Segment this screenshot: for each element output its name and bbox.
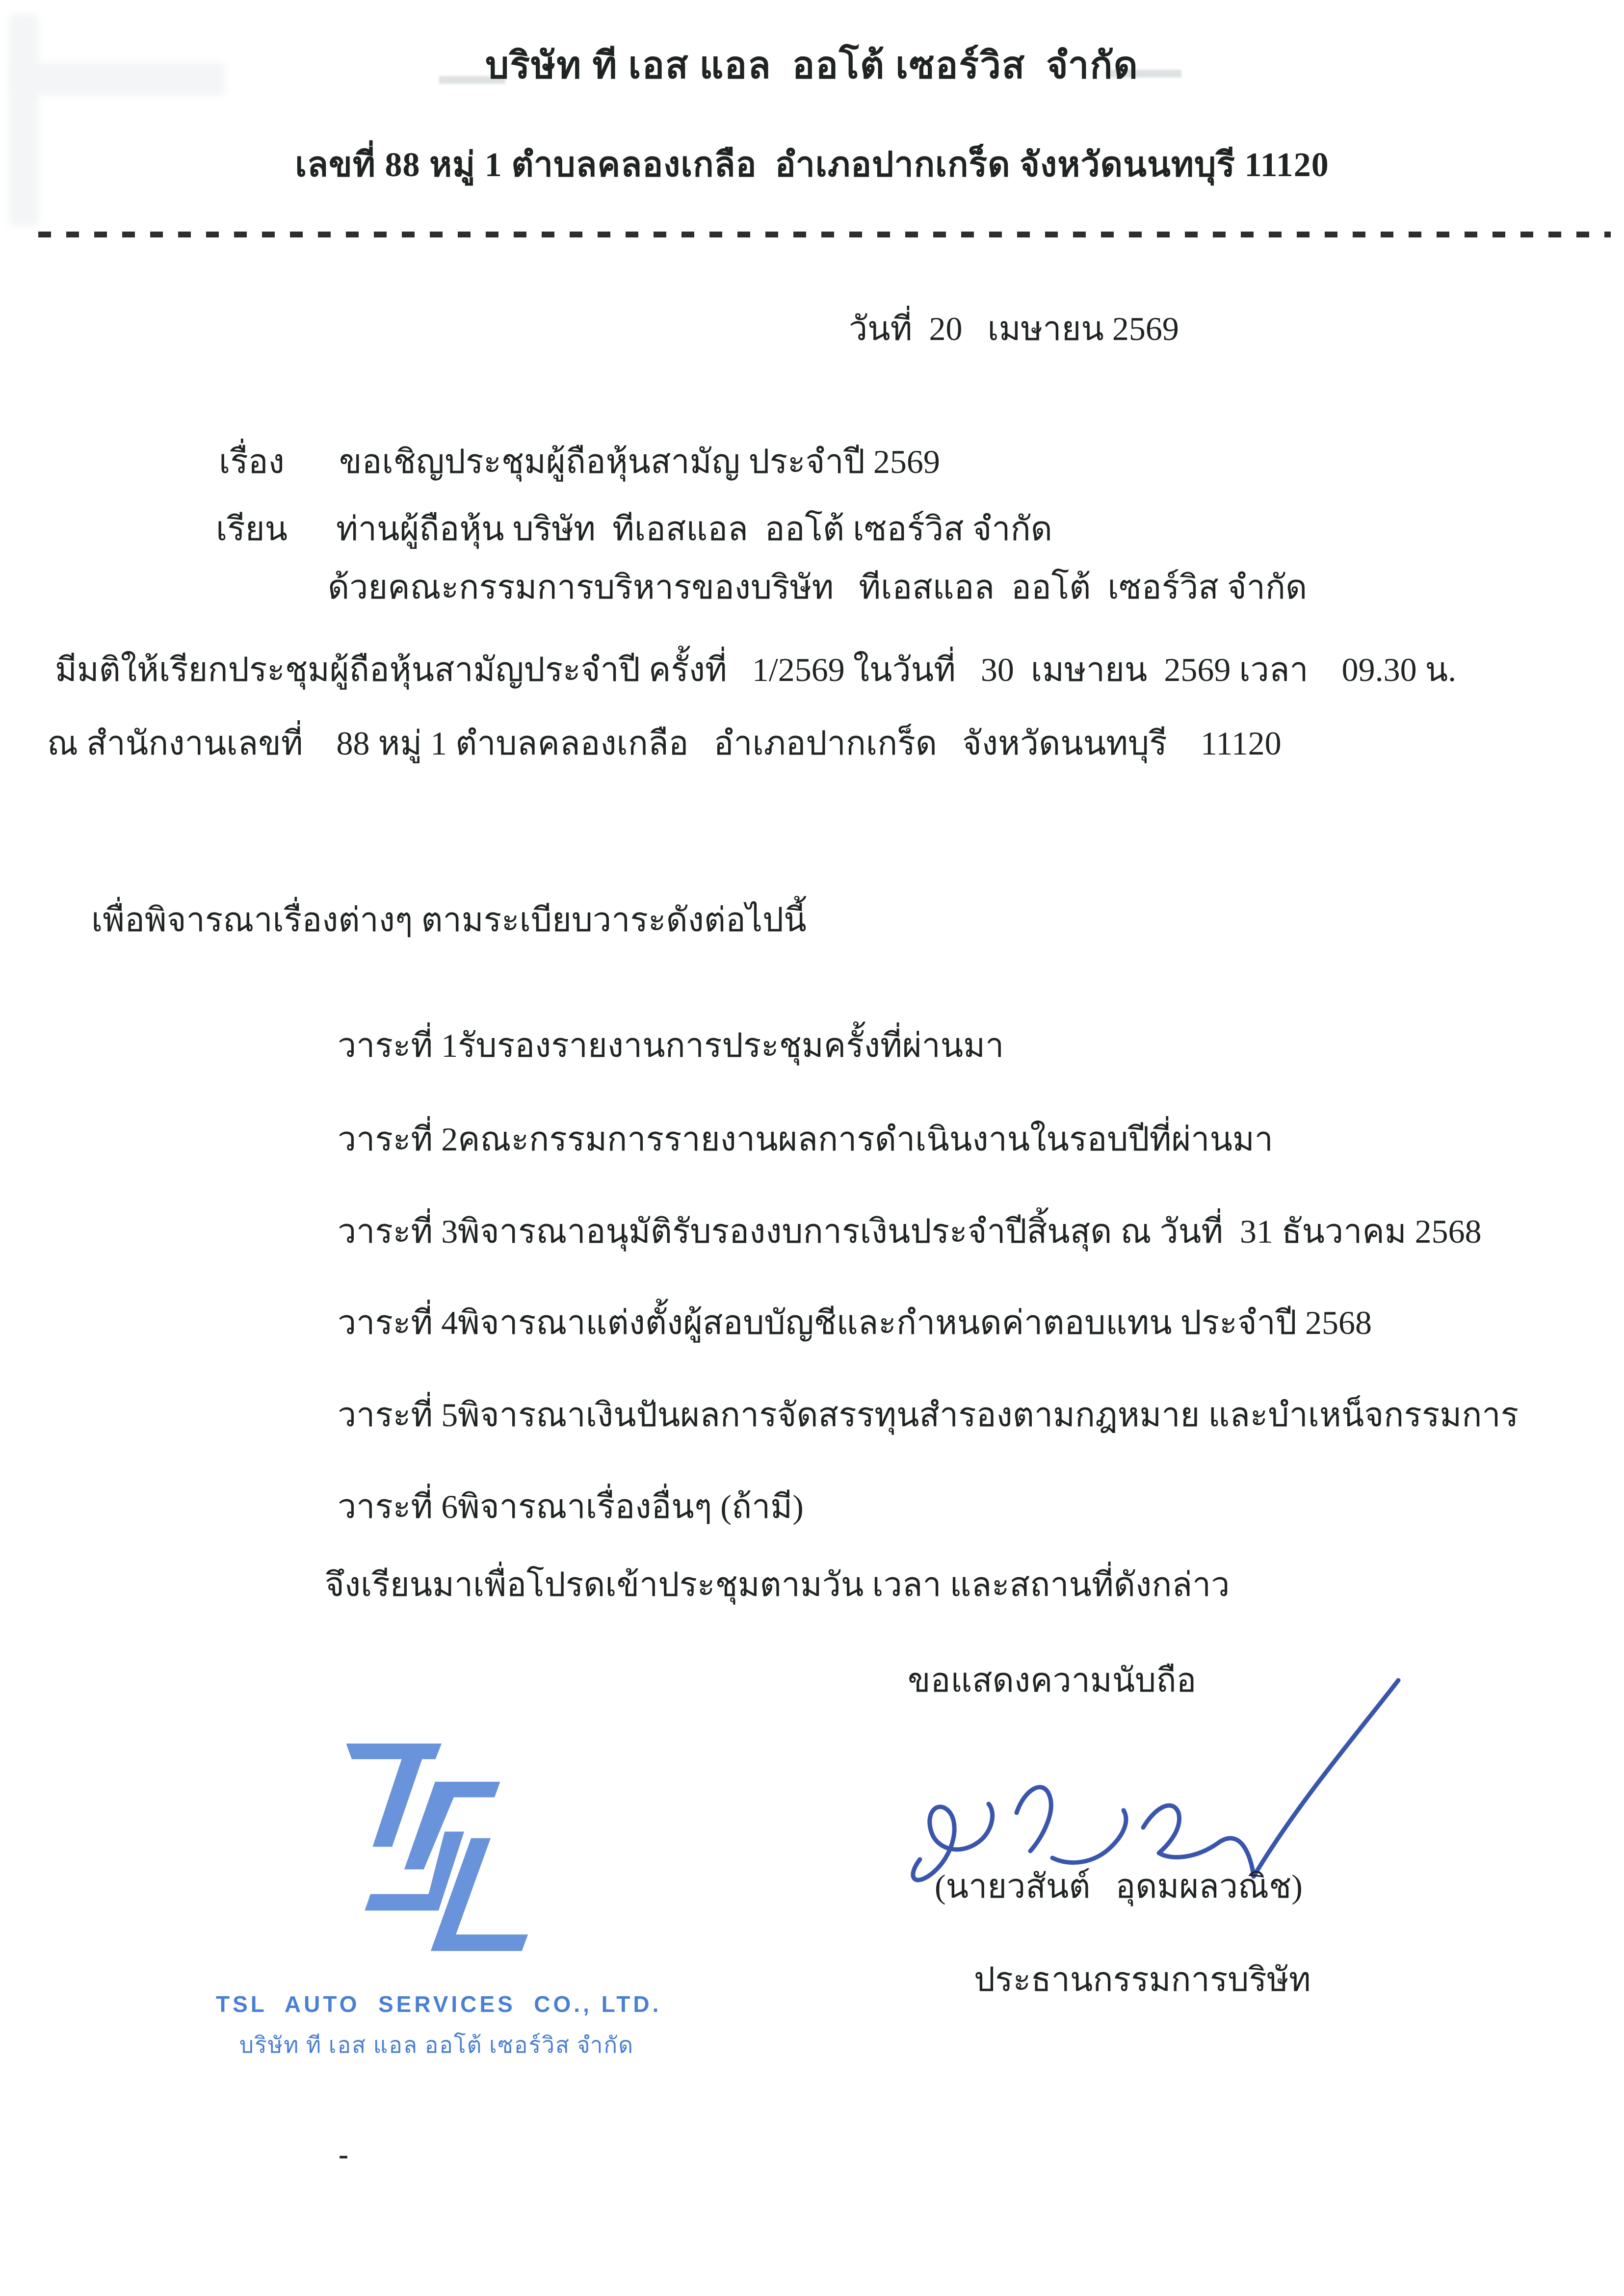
- date-line: วันที่ 20 เมษายน 2569: [849, 310, 1179, 347]
- body-paragraph-line3: ณ สำนักงานเลขที่ 88 หมู่ 1 ตำบลคลองเกลือ อำเภอปากเกร็ด จังหวัดนนทบุรี 11120: [47, 725, 1282, 762]
- logo-company-name-th: บริษัท ที เอส แอล ออโต้ เซอร์วิส จำกัด: [239, 2033, 634, 2058]
- agenda-item-label: วาระที่ 4: [338, 1304, 458, 1342]
- closing-line: จึงเรียนมาเพื่อโปรดเข้าประชุมตามวัน เวลา และสถานที่ดังกล่าว: [325, 1566, 1230, 1603]
- agenda-item-label: วาระที่ 3: [338, 1213, 458, 1251]
- agenda-item-3: [304, 1179, 1482, 1284]
- recipient-text: ท่านผู้ถือหุ้น บริษัท ทีเอสแอล ออโต้ เซอร์วิส จำกัด: [336, 510, 1052, 548]
- company-address-header: เลขที่ 88 หมู่ 1 ตำบลคลองเกลือ อำเภอปากเกร็ด จังหวัดนนทบุรี 11120: [295, 146, 1329, 184]
- agenda-item-text: คณะกรรมการรายงานผลการดำเนินงานในรอบปีที่ผ่านมา: [458, 1121, 1273, 1158]
- agenda-item-text: พิจารณาแต่งตั้งผู้สอบบัญชีและกำหนดค่าตอบแทน ประจำปี 2568: [458, 1304, 1372, 1342]
- agenda-item-label: วาระที่ 1: [338, 1027, 458, 1065]
- agenda-item-label: วาระที่ 5: [338, 1396, 458, 1434]
- agenda-item-1: [304, 993, 1004, 1098]
- agenda-item-text: พิจารณาเงินปันผลการจัดสรรทุนสำรองตามกฎหมาย และบำเหน็จกรรมการ: [458, 1396, 1519, 1434]
- company-name-header: บริษัท ที เอส แอล ออโต้ เซอร์วิส จำกัด: [485, 45, 1139, 86]
- agenda-item-2: [304, 1087, 1273, 1192]
- signature-scribble-2: [1017, 1787, 1051, 1851]
- logo-company-name-en: TSL AUTO SERVICES CO., LTD.: [216, 1991, 662, 2017]
- agenda-item-label: วาระที่ 6: [338, 1488, 458, 1526]
- tsl-logo-mark: [321, 1739, 547, 1965]
- agenda-item-text: พิจารณาเรื่องอื่นๆ (ถ้ามี): [458, 1488, 804, 1526]
- agenda-item-5: [304, 1363, 1519, 1468]
- footer-dash-mark: -: [339, 2138, 348, 2170]
- purpose-line: เพื่อพิจารณาเรื่องต่างๆ ตามระเบียบวาระดังต่อไปนี้: [91, 901, 807, 939]
- subject-text: ขอเชิญประชุมผู้ถือหุ้นสามัญ ประจำปี 2569: [339, 443, 940, 481]
- signer-name-line: (นายวสันต์ อุดมผลวณิช): [935, 1868, 1303, 1905]
- signature-scribble-3: [1052, 1810, 1126, 1863]
- subject-label: เรื่อง: [219, 443, 285, 481]
- agenda-item-6: [304, 1455, 804, 1560]
- agenda-item-text: พิจารณาอนุมัติรับรองงบการเงินประจำปีสิ้นสุด ณ วันที่ 31 ธันวาคม 2568: [458, 1213, 1482, 1251]
- agenda-item-4: [304, 1271, 1372, 1376]
- signature-long-stroke: [1254, 1680, 1398, 1877]
- dashed-separator: [38, 232, 1611, 237]
- signature-scribble-4: [1143, 1805, 1254, 1876]
- recipient-label: เรียน: [216, 510, 288, 548]
- salutation-line: ขอแสดงความนับถือ: [908, 1662, 1197, 1699]
- agenda-item-text: รับรองรายงานการประชุมครั้งที่ผ่านมา: [458, 1027, 1004, 1065]
- recipient-line: [183, 477, 1052, 582]
- signer-title-line: ประธานกรรมการบริษัท: [974, 1961, 1311, 1998]
- body-paragraph-line2: มีมติให้เรียกประชุมผู้ถือหุ้นสามัญประจำปี ครั้งที่ 1/2569 ในวันที่ 30 เมษายน 2569 เวลา 09.30 น.: [55, 651, 1457, 688]
- agenda-item-label: วาระที่ 2: [338, 1121, 458, 1158]
- body-paragraph-line1: ด้วยคณะกรรมการบริหารของบริษัท ทีเอสแอล ออโต้ เซอร์วิส จำกัด: [328, 569, 1308, 606]
